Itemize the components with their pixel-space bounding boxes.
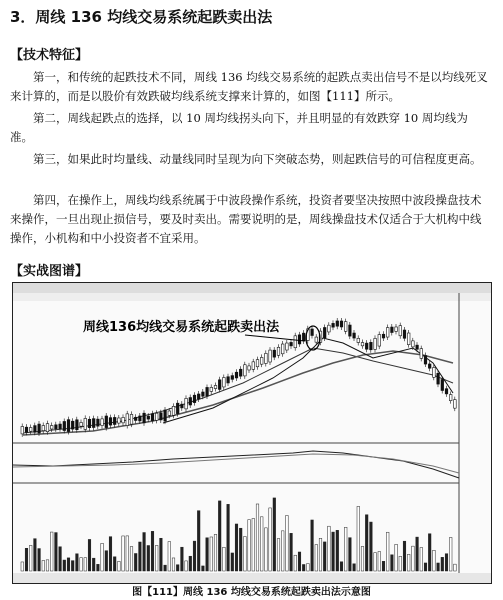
volume-bar [328,526,331,571]
stock-chart-svg [13,283,491,583]
candle-body [197,394,200,399]
candle-body [189,398,192,405]
volume-bar [126,536,129,571]
candle-body [97,419,100,426]
candle-body [344,322,347,332]
volume-bar [416,537,419,571]
candle-body [428,364,431,368]
candle-body [25,427,28,432]
candle-body [147,416,150,419]
candle-body [168,411,171,415]
volume-bar [172,558,175,571]
volume-bar [155,545,158,571]
section-heading-features: 【技术特征】 [10,48,89,63]
volume-bar [378,552,381,571]
candle-body [206,387,209,396]
candle-body [223,378,226,387]
volume-bar [80,558,83,571]
volume-bar [244,536,247,571]
volume-bar [248,520,251,571]
candle-body [445,389,448,394]
paragraph-4: 第四，在操作上，周线均线系统属于中波段操作系统，投资者要坚决按照中波段操盘技术来操作，一旦出现止损信号，要及时卖出。需要说明的是，周线操盘技术仅适合于大机构中线操作，小机构和中小投资者不宜采用。 [10,193,482,245]
candle-body [454,400,457,409]
volume-bar [449,537,452,571]
candle-body [357,338,360,342]
candle-body [34,426,37,433]
candle-body [193,395,196,402]
volume-bar [109,537,112,571]
candlestick-series [21,318,456,437]
candle-body [139,416,142,421]
volume-bar [46,560,49,571]
volume-bar [50,532,53,571]
moving-average-lines [23,338,453,435]
candle-body [273,350,276,357]
candle-body [395,327,398,331]
candle-body [340,321,343,327]
candle-body [315,337,318,342]
volume-bar [185,561,188,571]
volume-bar [382,561,385,571]
volume-bar [206,538,209,571]
candle-body [269,350,272,362]
volume-bar [84,558,87,571]
chart-toolbar [13,283,491,293]
candle-body [256,360,259,367]
candle-body [113,417,116,424]
volume-bar [122,536,125,571]
volume-bar [336,530,339,571]
volume-bar [176,565,179,571]
candle-body [424,356,427,364]
volume-bar [193,541,196,571]
candle-body [323,327,326,337]
volume-bar [349,538,352,571]
candle-body [407,333,410,345]
volume-bar [235,524,238,571]
stock-chart-figure [12,282,492,584]
volume-bar [399,556,402,571]
volume-bar [63,560,66,571]
volume-bar [273,498,276,571]
candle-body [239,369,242,376]
volume-bar [315,545,318,571]
volume-bar [29,545,32,571]
candle-body [50,426,53,429]
candle-body [328,325,331,332]
volume-bar [252,519,255,571]
volume-bar [407,554,410,571]
volume-bar [25,548,28,571]
volume-bar [454,564,457,571]
volume-bar [437,563,440,571]
volume-bar [76,554,79,571]
candle-body [202,392,205,396]
volume-bar [290,533,293,571]
volume-bar [143,533,146,571]
candle-body [416,345,419,349]
volume-bar [34,539,37,571]
volume-bar [67,558,70,571]
chart-overlay-title: 周线136均线交易系统起跌卖出法 [83,320,280,335]
volume-bar [168,542,171,571]
candle-body [126,414,129,426]
candle-body [80,422,83,426]
candle-body [38,424,41,433]
candle-body [349,325,352,336]
volume-bar [105,551,108,571]
volume-bar [227,504,230,571]
candle-body [109,418,112,425]
candle-body [76,420,79,430]
volume-bar [340,562,343,571]
volume-bar [260,517,263,571]
candle-body [71,421,74,429]
volume-bar [42,560,45,571]
volume-bar [445,554,448,571]
candle-body [433,368,436,378]
volume-bar [441,557,444,571]
candle-body [290,342,293,345]
candle-body [248,366,251,370]
candle-body [29,428,32,432]
volume-bar [71,561,74,571]
volume-bar [256,504,259,571]
volume-bar [130,547,133,571]
candle-body [105,416,108,428]
candle-body [46,424,49,432]
candle-body [181,404,184,408]
indicator-signal-line [13,454,459,473]
candle-body [286,343,289,350]
candle-body [118,418,121,423]
candle-body [185,398,188,408]
volume-bar [353,564,356,571]
candle-body [21,426,24,433]
candle-body [365,343,368,349]
candle-body [84,418,87,429]
candle-body [92,419,95,428]
volume-bar [412,546,415,571]
candle-body [265,353,268,363]
volume-bar [21,562,24,571]
candle-body [277,347,280,355]
candle-body [441,380,444,391]
candle-body [403,330,406,338]
candle-body [399,326,402,336]
volume-bar [97,564,100,571]
paragraph-3: 第三，如果此时均量线、动量线同时呈现为向下突破态势，则起跌信号的可信程度更高。 [33,152,482,166]
section-heading-chart: 【实战图谱】 [10,264,89,279]
candle-body [227,377,230,383]
candle-body [160,413,163,420]
volume-bar [210,537,213,571]
candle-body [382,334,385,338]
volume-bar [357,506,360,571]
candle-body [172,406,175,415]
candle-body [378,335,381,347]
volume-bar [344,527,347,571]
candle-body [332,323,335,327]
page-title: 3．周线 136 均线交易系统起跌卖出法 [10,8,273,26]
candle-body [244,365,247,376]
volume-bar [395,544,398,571]
volume-bar [269,508,272,571]
candle-body [214,385,217,388]
volume-bar [231,553,234,571]
volume-bar [223,547,226,571]
volume-bar [214,534,217,571]
volume-bar [403,541,406,571]
volume-bar [311,520,314,571]
volume-bar [365,515,368,571]
candle-body [298,335,301,344]
candle-body [252,362,255,369]
candle-body [122,417,125,422]
candle-body [134,417,137,420]
volume-bar [302,564,305,571]
candle-body [101,419,104,426]
volume-bar [428,534,431,571]
chart-status-bar [13,573,491,583]
candle-body [235,372,238,378]
volume-bar [139,542,142,571]
volume-bar [332,532,335,571]
indicator-line [13,451,459,478]
candle-body [210,387,213,391]
candle-body [151,414,154,421]
volume-bar [391,555,394,571]
candle-body [374,338,377,349]
candle-body [386,328,389,338]
volume-bar [319,538,322,571]
candle-body [361,343,364,346]
candle-body [143,413,146,423]
candle-body [336,321,339,326]
volume-bar [101,543,104,571]
candle-body [311,329,314,336]
volume-bar [55,533,58,571]
volume-bar [286,515,289,571]
volume-bar [59,547,62,571]
candle-body [353,333,356,338]
volume-bar [424,563,427,571]
volume-bar [197,511,200,571]
candle-body [437,373,440,384]
volume-bar [92,558,95,571]
volume-bar [151,531,154,571]
candle-body [260,357,263,364]
candle-body [88,419,91,427]
candle-body [281,344,284,354]
candle-body [176,403,179,413]
volume-bar [218,501,221,571]
volume-bar [88,539,91,571]
volume-bar [277,539,280,571]
volume-bar [307,564,310,571]
candle-body [218,380,221,390]
volume-bar [38,549,41,571]
candle-body [155,413,158,420]
candle-body [370,342,373,349]
volume-bar [160,538,163,571]
candle-body [231,376,234,380]
candle-body [164,410,167,421]
volume-bar [118,561,121,571]
volume-bar [265,528,268,571]
candle-body [302,333,305,341]
candle-body [420,349,423,359]
candle-body [412,341,415,347]
volume-bar [370,522,373,571]
candle-body [391,327,394,332]
volume-bar [134,553,137,571]
candle-body [59,424,62,429]
volume-bar [294,555,297,571]
candle-body [130,414,133,424]
volume-bar [433,550,436,571]
volume-bar [374,553,377,571]
volume-bar [386,532,389,571]
volume-bar [189,556,192,571]
candle-body [42,426,45,431]
candle-body [63,421,66,430]
volume-bars [21,498,456,571]
chart-info-bar [13,293,491,301]
volume-bar [239,528,242,571]
volume-bar [323,542,326,571]
figure-caption: 图【111】周线 136 均线交易系统起跌卖出法示意图 [132,587,371,598]
volume-bar [361,546,364,571]
volume-bar [420,548,423,571]
volume-bar [281,531,284,571]
candle-body [55,425,58,429]
volume-bar [164,565,167,571]
volume-bar [181,547,184,571]
paragraph-2: 第二，周线起跌点的选择，以 10 周均线拐头向下，并且明显的有效跌穿 10 周均线为准。 [10,111,468,144]
paragraph-1: 第一，和传统的起跌技术不同，周线 136 均线交易系统的起跌点卖出信号不是以均线死叉来计算的，而是以股价有效跌破均线系统支撑来计算的，如图【111】所示。 [10,70,488,103]
candle-body [67,420,70,432]
volume-bar [147,545,150,571]
volume-bar [298,552,301,571]
volume-bar [202,566,205,571]
candle-body [449,395,452,401]
candle-body [294,336,297,348]
volume-bar [113,557,116,571]
